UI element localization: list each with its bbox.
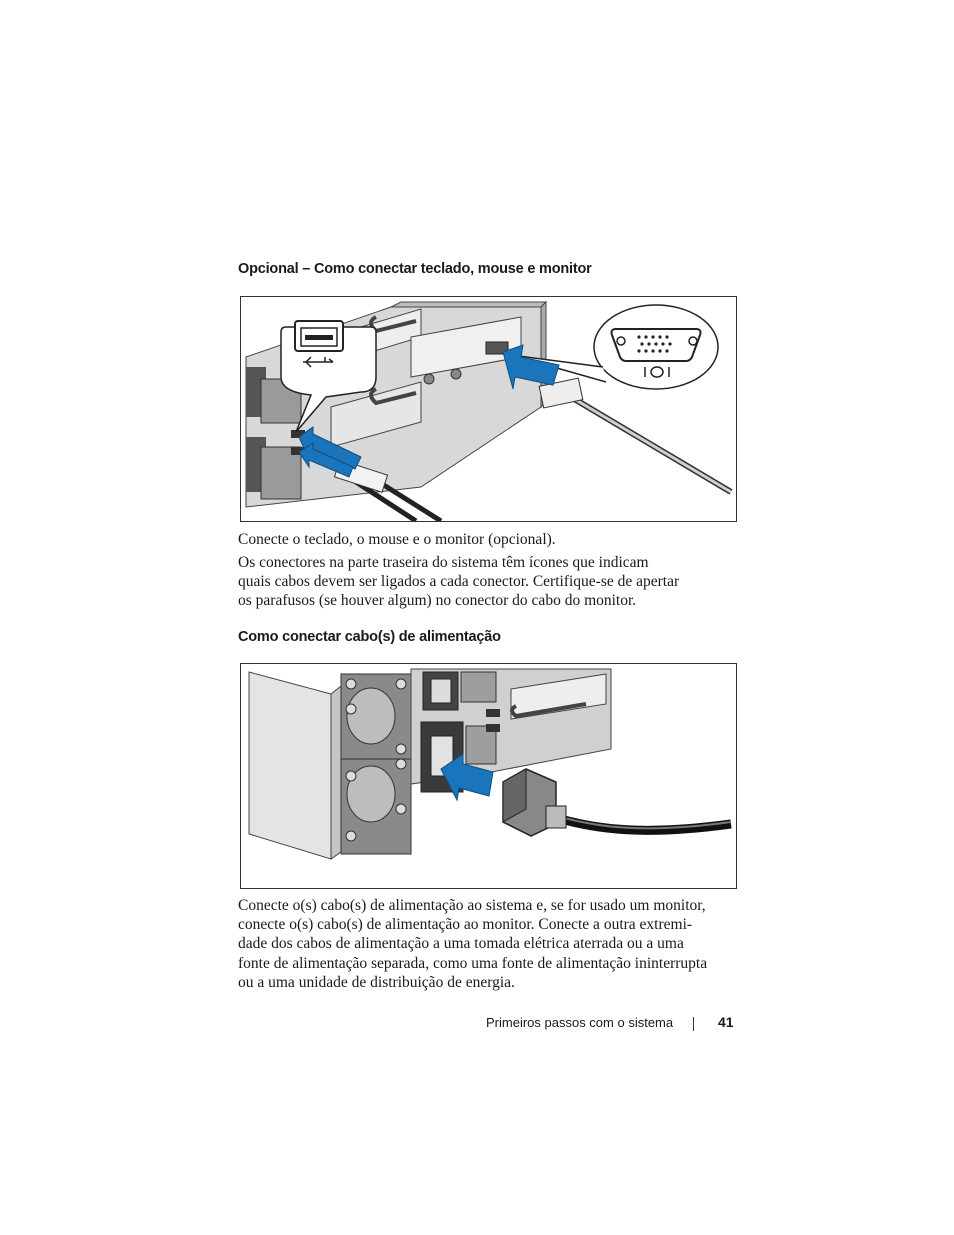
footer-title: Primeiros passos com o sistema bbox=[486, 1015, 674, 1030]
body-line: dade dos cabos de alimentação a uma tomada elétrica aterrada ou a uma bbox=[238, 935, 684, 953]
caption-line: Conecte o teclado, o mouse e o monitor (opcional). bbox=[238, 531, 556, 548]
power-illustration bbox=[241, 664, 736, 888]
body-line: conecte o(s) cabo(s) de alimentação ao monitor. Conecte a outra extremi- bbox=[238, 916, 693, 934]
section-heading-keyboard-mouse-monitor: Opcional – Como conectar teclado, mouse e monitor bbox=[238, 261, 592, 277]
section1-body bbox=[238, 553, 738, 611]
body-line: Os conectores na parte traseira do sistema têm ícones que indicam bbox=[238, 554, 649, 571]
figure-keyboard-mouse-monitor bbox=[240, 296, 737, 522]
body-line: Conecte o(s) cabo(s) de alimentação ao sistema e, se for usado um monitor, bbox=[238, 897, 706, 914]
figure-power-cable bbox=[240, 663, 737, 889]
connection-illustration bbox=[241, 297, 736, 521]
psu-module bbox=[341, 759, 411, 854]
section-heading-power-cables: Como conectar cabo(s) de alimentação bbox=[238, 629, 501, 645]
body-line: ou a uma unidade de distribuição de energia. bbox=[238, 973, 515, 991]
psu-module bbox=[341, 674, 411, 759]
section2-body bbox=[238, 896, 738, 992]
footer-separator bbox=[693, 1017, 694, 1031]
body-line: quais cabos devem ser ligados a cada conector. Certifique-se de apertar bbox=[238, 573, 680, 591]
body-line: fonte de alimentação separada, como uma fonte de alimentação ininterrupta bbox=[238, 954, 708, 972]
section1-caption bbox=[238, 530, 738, 549]
body-line: os parafusos (se houver algum) no conector do cabo do monitor. bbox=[238, 592, 637, 610]
page-number: 41 bbox=[718, 1014, 734, 1030]
